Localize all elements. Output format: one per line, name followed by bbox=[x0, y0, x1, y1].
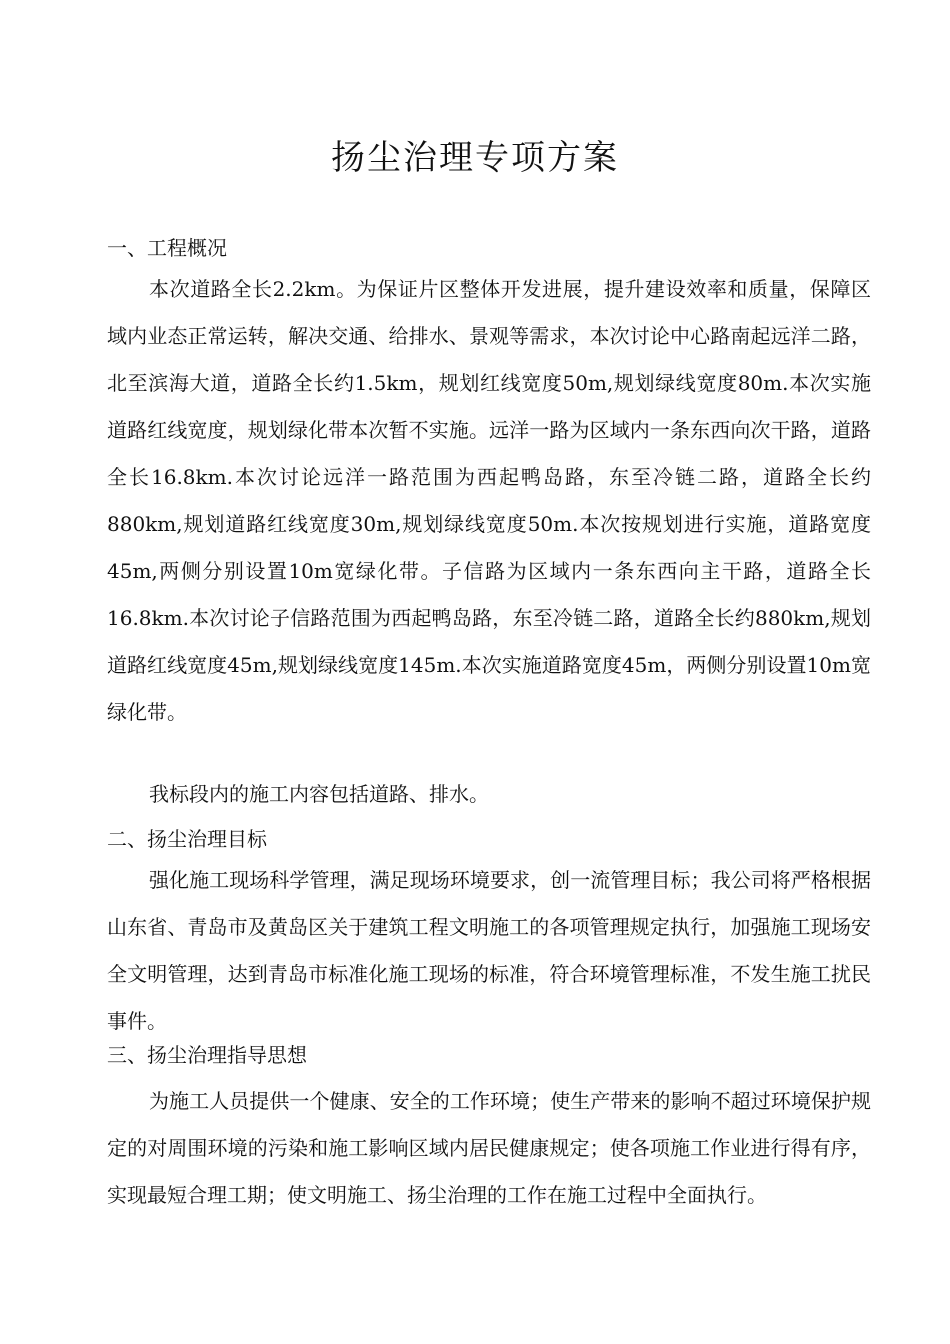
section-paragraph-goals: 强化施工现场科学管理，满足现场环境要求，创一流管理目标；我公司将严格根据山东省、青岛市及黄岛区关于建筑工程文明施工的各项管理规定执行，加强施工现场安全文明管理，达到青岛市标准化施工现场的标准，符合环境管理标准，不发生施工扰民事件。 bbox=[107, 868, 871, 1033]
section-heading-goals: 二、扬尘治理目标 bbox=[107, 827, 267, 851]
section-paragraph-overview: 本次道路全长2.2km。为保证片区整体开发进展，提升建设效率和质量，保障区域内业态正常运转，解决交通、给排水、景观等需求，本次讨论中心路南起远洋二路，北至滨海大道，道路全长约1.5km，规划红线宽度50m,规划绿线宽度80m.本次实施道路红线宽度，规划绿化带本次暂不实施。远洋一路为区域内一条东西向次干路，道路全长16.8km.本次讨论远洋一路范围为西起鸭岛路，东至冷链二路，道路全长约880km,规划道路红线宽度30m,规划绿线宽度50m.本次按规划进行实施，道路宽度45m,两侧分别设置10m宽绿化带。子信路为区域内一条东西向主干路，道路全长16.8km.本次讨论子信路范围为西起鸭岛路，东至冷链二路，道路全长约880km,规划道路红线宽度45m,规划绿线宽度145m.本次实施道路宽度45m，两侧分别设置10m宽绿化带。 bbox=[107, 277, 871, 724]
section-paragraph-scope: 我标段内的施工内容包括道路、排水。 bbox=[149, 782, 489, 806]
section-heading-guiding-principles: 三、扬尘治理指导思想 bbox=[107, 1043, 307, 1067]
document-title: 扬尘治理专项方案 bbox=[331, 138, 619, 178]
section-paragraph-guiding-principles: 为施工人员提供一个健康、安全的工作环境；使生产带来的影响不超过环境保护规定的对周围环境的污染和施工影响区域内居民健康规定；使各项施工作业进行得有序，实现最短合理工期；使文明施工、扬尘治理的工作在施工过程中全面执行。 bbox=[107, 1089, 871, 1207]
section-heading-overview: 一、工程概况 bbox=[107, 236, 227, 260]
